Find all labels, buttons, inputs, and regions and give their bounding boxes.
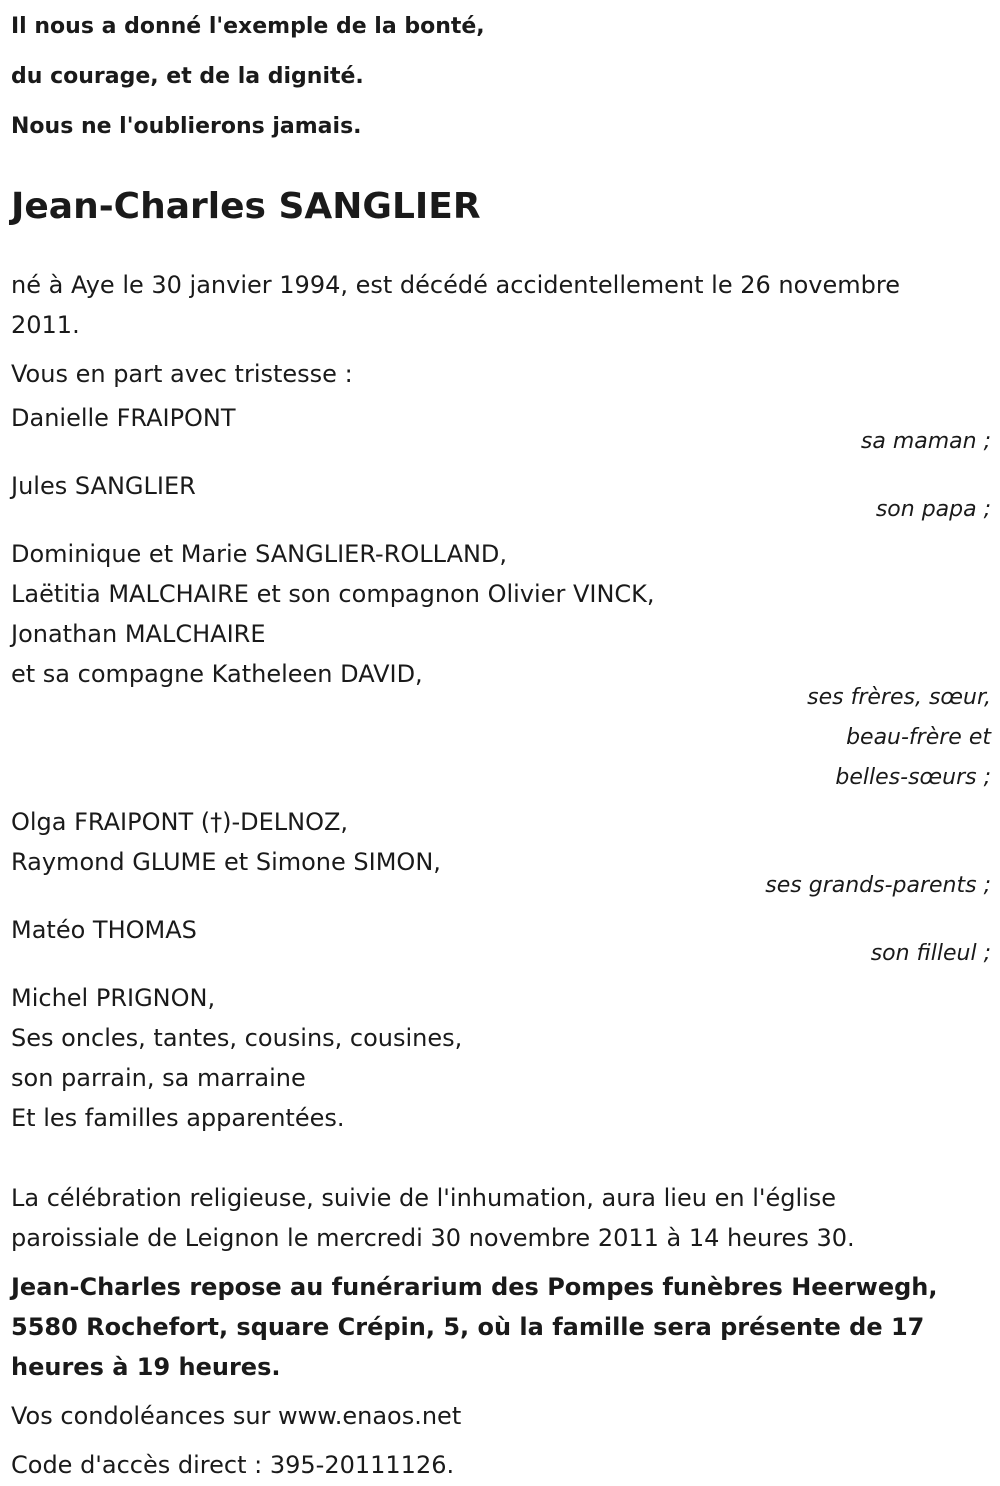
epitaph-line: Nous ne l'oublierons jamais.: [11, 114, 362, 139]
family-name: Jonathan MALCHAIRE: [11, 620, 266, 648]
family-name: et sa compagne Katheleen DAVID,: [11, 660, 423, 688]
condolences-line: Vos condoléances sur www.enaos.net: [11, 1402, 462, 1430]
ceremony-line: paroissiale de Leignon le mercredi 30 novembre 2011 à 14 heures 30.: [11, 1224, 855, 1252]
funeral-line: Jean-Charles repose au funérarium des Pompes funèbres Heerwegh,: [11, 1273, 938, 1301]
epitaph-line: du courage, et de la dignité.: [11, 64, 364, 89]
relation-line: beau-frère et: [846, 725, 991, 750]
family-name: Dominique et Marie SANGLIER-ROLLAND,: [11, 540, 508, 568]
family-name: son parrain, sa marraine: [11, 1064, 306, 1092]
relation-line: ses grands-parents ;: [765, 873, 991, 898]
birth-death-line: né à Aye le 30 janvier 1994, est décédé accidentellement le 26 novembre: [11, 271, 900, 299]
family-name: Raymond GLUME et Simone SIMON,: [11, 848, 441, 876]
family-name: Jules SANGLIER: [11, 472, 196, 500]
relation-line: son papa ;: [875, 497, 991, 522]
deceased-name: Jean-Charles SANGLIER: [11, 186, 481, 227]
family-name: Danielle FRAIPONT: [11, 404, 236, 432]
epitaph-line: Il nous a donné l'exemple de la bonté,: [11, 14, 485, 39]
relation-line: belles-sœurs ;: [835, 765, 991, 790]
funeral-home-info: [11, 1267, 991, 1387]
family-group: [11, 978, 991, 1138]
relation-line: ses frères, sœur,: [807, 685, 991, 710]
birth-death-statement: [11, 265, 991, 345]
ceremony-line: La célébration religieuse, suivie de l'inhumation, aura lieu en l'église: [11, 1184, 837, 1212]
family-name: Michel PRIGNON,: [11, 984, 216, 1012]
family-group: [11, 534, 991, 694]
family-name: Matéo THOMAS: [11, 916, 197, 944]
family-name: Laëtitia MALCHAIRE et son compagnon Olivier VINCK,: [11, 580, 655, 608]
funeral-line: 5580 Rochefort, square Crépin, 5, où la famille sera présente de 17: [11, 1313, 925, 1341]
relation-line: son filleul ;: [870, 941, 991, 966]
ceremony-info: [11, 1178, 991, 1258]
family-name: Ses oncles, tantes, cousins, cousines,: [11, 1024, 463, 1052]
family-name: Et les familles apparentées.: [11, 1104, 345, 1132]
intro-line: Vous en part avec tristesse :: [11, 360, 353, 388]
relation-line: sa maman ;: [860, 429, 991, 454]
epitaph: [11, 2, 991, 152]
family-relation: [11, 678, 991, 798]
family-name: Olga FRAIPONT (†)-DELNOZ,: [11, 808, 349, 836]
access-code-line: Code d'accès direct : 395-20111126.: [11, 1451, 455, 1479]
birth-death-line: 2011.: [11, 311, 80, 339]
obituary-page: [11, 0, 991, 1485]
funeral-line: heures à 19 heures.: [11, 1353, 281, 1381]
